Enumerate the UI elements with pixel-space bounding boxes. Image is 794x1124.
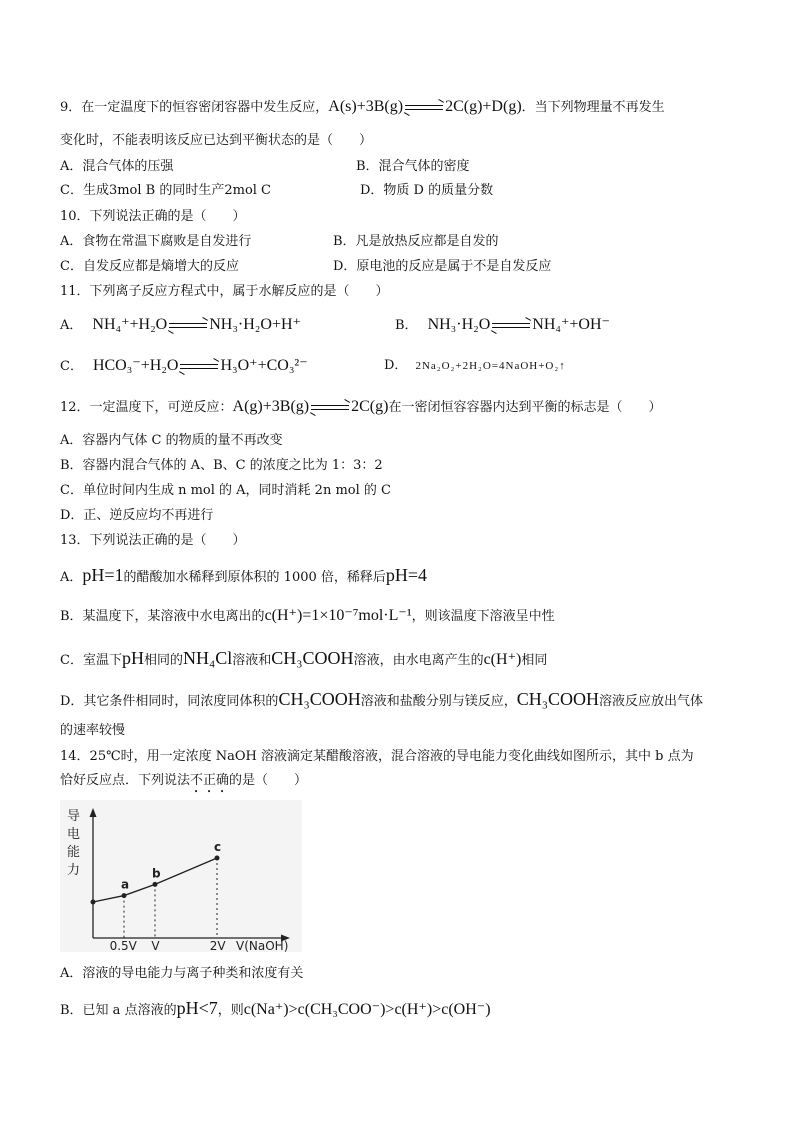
q13-a-text: 的醋酸加水稀释到原体积的 1000 倍，稀释后: [123, 570, 386, 585]
q11-a-label: A．: [60, 318, 83, 333]
q9-line1: [60, 98, 665, 117]
curve-start-point: [91, 900, 96, 905]
q13-c-nh4cl: NH₄Cl: [182, 648, 233, 668]
q9-option-b: B．混合气体的密度: [356, 159, 470, 174]
y-axis-label-char: 电: [67, 827, 81, 842]
q11-option-a: [60, 316, 301, 335]
q13-c-text2: 相同的: [143, 653, 183, 668]
y-axis-label-char: 力: [67, 863, 81, 878]
q13-c-ph: pH: [121, 648, 144, 668]
q13-d-text2: 溶液和盐酸分别与镁反应，: [360, 694, 517, 709]
q14-b-text: B．已知 a 点溶液的: [60, 1003, 177, 1018]
q12-eq-rhs: 2C(g): [351, 398, 389, 415]
q13-b-expr: c(H⁺)=1×10⁻⁷mol·L⁻¹: [264, 607, 412, 624]
q10-stem: 10．下列说法正确的是（ ）: [60, 209, 246, 224]
q13-a-ph2: pH=4: [385, 565, 428, 585]
q9-option-a: A．混合气体的压强: [60, 159, 174, 174]
q11-d-label: D．: [384, 358, 408, 373]
data-point: [215, 856, 220, 861]
q12-option-a: A．容器内气体 C 的物质的量不再改变: [60, 433, 283, 448]
q12-stem-pre: 12．一定温度下，可逆反应：: [60, 400, 233, 415]
q13-d-text3: 溶液反应放出气体: [599, 694, 704, 709]
equilibrium-arrow-icon: [405, 103, 443, 113]
q13-c-expr: c(H⁺): [483, 651, 522, 668]
q13-d-text: D．其它条件相同时，同浓度同体积的: [60, 694, 279, 709]
q13-a-label: A．: [60, 570, 83, 585]
q11-b-lhs: NH₃·H₂O: [427, 316, 491, 333]
data-point: [122, 893, 127, 898]
q12-option-d: D．正、逆反应均不再进行: [60, 508, 214, 523]
q14-b-expr: c(Na⁺)>c(CH₃COO⁻)>c(H⁺)>c(OH⁻): [243, 1001, 491, 1018]
q14-stem-post: 的是（ ）: [229, 773, 308, 788]
q13-option-c: [60, 649, 547, 670]
x-axis-label: V(NaOH): [236, 939, 289, 952]
q13-c-text3: 溶液和: [232, 653, 272, 668]
q13-b-text-end: ，则该温度下溶液呈中性: [411, 609, 555, 624]
q9-stem: 9．在一定温度下的恒容密闭容器中发生反应，: [60, 100, 329, 115]
q13-c-ch3cooh: CH₃COOH: [271, 648, 354, 668]
point-label: a: [121, 877, 130, 892]
q14-stem-line2: [60, 772, 307, 796]
q9-eq-lhs: A(s)+3B(g): [328, 98, 404, 115]
q11-c-rhs: H₃O⁺+CO₃²⁻: [220, 357, 308, 374]
x-tick-label: 2V: [209, 939, 226, 952]
q13-stem: 13．下列说法正确的是（ ）: [60, 533, 246, 548]
q13-c-text: C．室温下: [60, 653, 122, 668]
q11-d-equation: 2Na₂O₂+2H₂O=4NaOH+O₂↑: [415, 360, 566, 372]
q10-option-c: C．自发反应都是熵增大的反应: [60, 259, 239, 274]
q14-option-b: [60, 999, 491, 1020]
conductivity-graph-svg: [60, 800, 302, 952]
equilibrium-arrow-icon: [180, 362, 218, 372]
q14-b-ph: pH<7: [176, 998, 218, 1018]
q9-option-c: C．生成3mol B 的同时生产2mol C: [60, 183, 272, 198]
q11-c-lhs: HCO₃⁻+H₂O: [92, 357, 179, 374]
q12-option-b: B．容器内混合气体的 A、B、C 的浓度之比为 1：3：2: [60, 458, 383, 473]
y-axis-arrow-icon: [90, 808, 97, 817]
q10-option-a: A．食物在常温下腐败是自发进行: [60, 234, 252, 249]
q12-eq-lhs: A(g)+3B(g): [232, 398, 310, 415]
x-tick-label: 0.5V: [109, 939, 137, 952]
q11-c-label: C．: [60, 359, 83, 374]
q13-option-d: [60, 690, 703, 711]
q14-option-a: A．溶液的导电能力与离子种类和浓度有关: [60, 966, 304, 981]
q13-option-a: [60, 566, 427, 587]
q11-option-c: [60, 357, 308, 376]
q10-option-b: B．凡是放热反应都是自发的: [333, 234, 499, 249]
q13-option-b: [60, 607, 555, 626]
q13-b-text: B．某温度下，某溶液中水电离出的: [60, 609, 265, 624]
q13-d-ch3cooh-1: CH₃COOH: [278, 689, 361, 709]
q10-option-d: D．原电池的反应是属于不是自发反应: [333, 259, 552, 274]
q14-stem-emphasis: 不正确: [190, 773, 230, 788]
q13-c-text4: 溶液，由水电离产生的: [353, 653, 484, 668]
q12-option-c: C．单位时间内生成 n mol 的 A，同时消耗 2n mol 的 C: [60, 483, 391, 498]
q12-stem-post: 在一密闭恒容容器内达到平衡的标志是（ ）: [388, 400, 662, 415]
q13-option-d-line2: 的速率较慢: [60, 723, 126, 738]
q9-option-d: D．物质 D 的质量分数: [360, 183, 494, 198]
q9-eq-rhs: 2C(g)+D(g): [445, 98, 522, 115]
q11-b-rhs: NH₄⁺+OH⁻: [532, 316, 610, 333]
data-point: [153, 882, 158, 887]
q12-stem: [60, 398, 661, 417]
q11-a-lhs: NH₄⁺+H₂O: [92, 316, 168, 333]
point-label: c: [214, 840, 222, 854]
q9-line2: 变化时，不能表明该反应已达到平衡状态的是（ ）: [60, 133, 373, 148]
q9-stem-end: ．当下列物理量不再发生: [521, 100, 665, 115]
x-tick-label: V: [151, 939, 160, 952]
q11-b-label: B．: [395, 318, 418, 333]
q11-a-rhs: NH₃·H₂O+H⁺: [209, 316, 301, 333]
q13-c-text5: 相同: [521, 653, 548, 668]
conductivity-graph: [60, 800, 302, 952]
chart-marks: [91, 840, 227, 952]
q14-stem-line1: 14．25℃时，用一定浓度 NaOH 溶液滴定某醋酸溶液，混合溶液的导电能力变化曲线如图所示，其中 b 点为: [60, 749, 694, 764]
q11-option-b: [395, 316, 610, 335]
equilibrium-arrow-icon: [311, 403, 349, 413]
equilibrium-arrow-icon: [169, 321, 207, 331]
y-axis-label: [67, 809, 80, 878]
q13-d-ch3cooh-2: CH₃COOH: [516, 689, 600, 709]
q13-a-ph1: pH=1: [82, 565, 124, 585]
q11-option-d: [384, 357, 566, 375]
y-axis-label-char: 能: [67, 845, 81, 860]
point-label: b: [152, 866, 161, 881]
y-axis-label-char: 导: [67, 809, 81, 824]
q14-stem-pre: 恰好反应点．下列说法: [60, 773, 191, 788]
q14-b-text2: ，则: [217, 1003, 244, 1018]
q11-stem: 11．下列离子反应方程式中，属于水解反应的是（ ）: [60, 284, 389, 299]
equilibrium-arrow-icon: [492, 321, 530, 331]
